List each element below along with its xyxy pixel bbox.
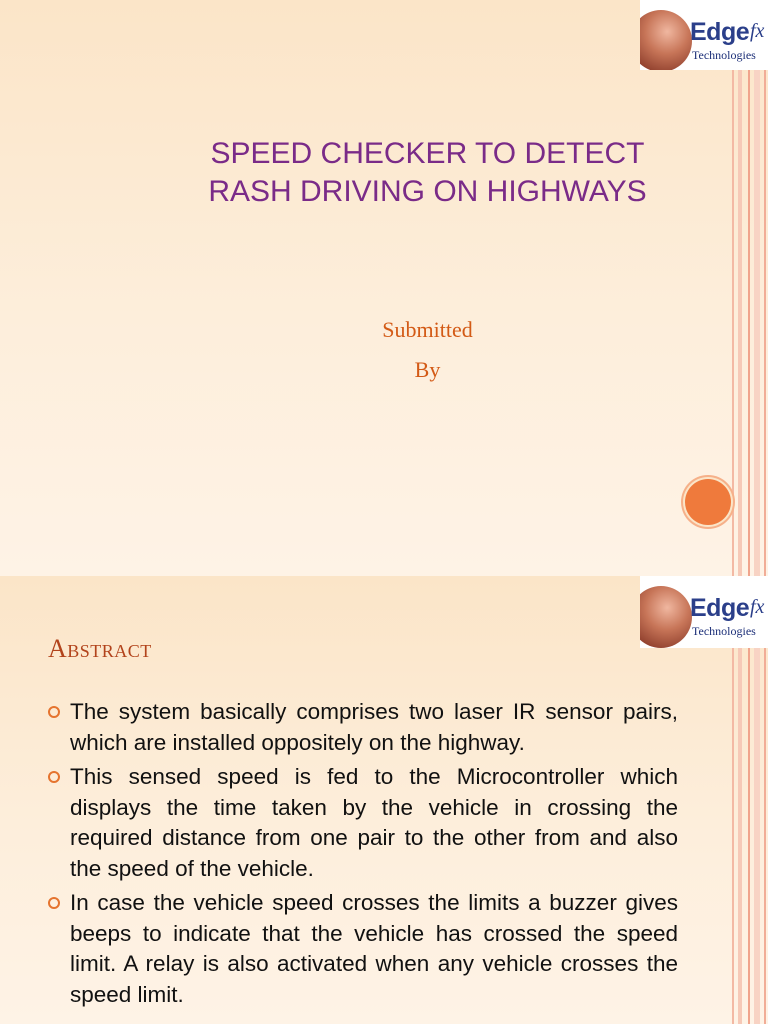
title-line-2: RASH DRIVING ON HIGHWAYS [208, 175, 647, 208]
submitted-label: Submitted [382, 317, 473, 342]
bullet-list [48, 697, 678, 1014]
logo-brand: Edge [690, 594, 750, 622]
by-label: By [414, 357, 441, 382]
bullet-text: The system basically comprises two laser IR sensor pairs, which are installed oppositely on the highway. [70, 699, 678, 755]
list-item [48, 697, 678, 758]
slide-title [150, 135, 705, 211]
list-item [48, 888, 678, 1010]
bullet-text: This sensed speed is fed to the Microcontroller which displays the time taken by the vehicle in crossing the required distance from one pair to the other from and also the speed of the vehicle. [70, 764, 678, 881]
logo-brand: Edge [690, 18, 750, 46]
bullet-text: In case the vehicle speed crosses the limits a buzzer gives beeps to indicate that the vehicle has crossed the speed limit. A relay is also activated when any vehicle crosses the speed limit. [70, 890, 678, 1007]
bullet-icon [48, 771, 60, 783]
logo-brand-suffix: fx [750, 20, 765, 42]
globe-icon [640, 10, 692, 70]
orange-circle-icon [685, 479, 731, 525]
list-item [48, 762, 678, 884]
bullet-icon [48, 706, 60, 718]
submitted-by [150, 310, 705, 390]
logo-tagline: Technologies [692, 624, 756, 638]
title-line-1: SPEED CHECKER TO DETECT [210, 137, 645, 170]
globe-icon [640, 586, 692, 648]
logo-brand-suffix: fx [750, 596, 765, 618]
company-logo [640, 576, 768, 648]
bullet-icon [48, 897, 60, 909]
logo-tagline: Technologies [692, 48, 756, 62]
decorative-stripes [728, 0, 768, 576]
company-logo [640, 0, 768, 70]
section-heading: Abstract [48, 634, 152, 663]
